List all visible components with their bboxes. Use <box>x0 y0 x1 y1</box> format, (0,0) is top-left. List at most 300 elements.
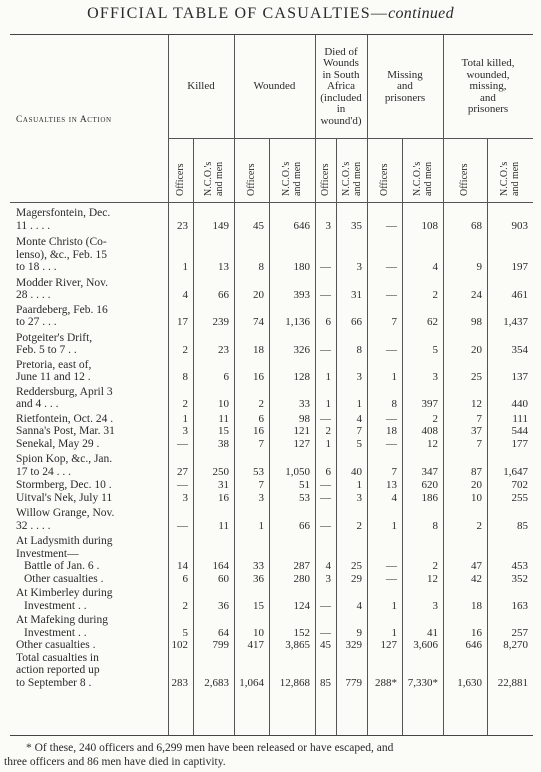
group-header <box>315 47 367 128</box>
table-cell: 2 <box>182 599 188 612</box>
row-label-line: At Ladysmith during <box>16 535 113 547</box>
table-cell: 85 <box>320 676 331 689</box>
footnote-line-1: * Of these, 240 officers and 6,299 men have been released or have escaped, and <box>26 742 394 754</box>
table-cell: 10 <box>471 491 482 504</box>
table-cell: 53 <box>253 465 264 478</box>
row-label <box>16 386 168 411</box>
row-label <box>16 207 168 232</box>
row-label-line: Uitval's Nek, July 11 <box>16 491 113 504</box>
subheader-text: Officers <box>174 163 186 196</box>
table-cell: 38 <box>218 437 229 450</box>
subheader-text: N.C.O.'s <box>340 161 352 196</box>
subheader-men <box>413 162 434 196</box>
table-cell: 1 <box>356 479 362 491</box>
row-label-line: 28 . . . . <box>16 289 51 301</box>
table-cell: 3 <box>432 599 438 612</box>
table-cell: 16 <box>471 626 482 639</box>
group-header-line: Wounds <box>323 57 359 70</box>
row-label-line: Modder River, Nov. <box>16 276 109 289</box>
table-cell: — <box>386 261 397 273</box>
table-cell: 287 <box>293 560 310 572</box>
subheader-officers <box>176 163 187 196</box>
row-label-line: to September 8 . <box>16 676 92 689</box>
row-label <box>16 277 168 302</box>
subheader-text: and men <box>213 161 224 196</box>
table-cell: 13 <box>386 479 397 491</box>
subheader-men <box>342 162 363 196</box>
row-label <box>16 639 168 652</box>
table-cell: 60 <box>218 572 229 585</box>
table-cell: 3 <box>182 425 188 437</box>
table-cell: 12 <box>427 437 438 450</box>
row-label-line: Magersfontein, Dec. <box>16 207 111 219</box>
table-cell: 5 <box>432 344 438 356</box>
row-label-line: Paardeberg, Feb. 16 <box>16 303 108 316</box>
table-cell: 22,881 <box>497 676 528 689</box>
table-cell: 2 <box>476 519 482 532</box>
table-cell: 62 <box>427 316 438 328</box>
row-label <box>16 507 168 532</box>
table-cell: 2,683 <box>204 676 229 689</box>
page-title <box>0 5 541 23</box>
table-cell: 18 <box>386 425 397 437</box>
table-cell: 453 <box>511 560 528 572</box>
table-cell: — <box>386 219 397 232</box>
subheader-text: N.C.O.'s <box>499 161 510 196</box>
table-cell: 33 <box>299 398 310 410</box>
table-cell: 646 <box>465 639 482 651</box>
row-label-line: Total casualties in <box>16 651 99 664</box>
table-cell: 111 <box>512 412 528 425</box>
subheader-men <box>204 162 225 196</box>
table-cell: 620 <box>421 479 438 491</box>
row-label-line: 11 . . . . <box>16 219 51 232</box>
table-cell: — <box>320 479 331 491</box>
row-label-line: lenso), &c., Feb. 15 <box>16 248 108 261</box>
table-cell: 12 <box>427 572 438 585</box>
table-cell: 7 <box>391 316 397 328</box>
table-cell: 186 <box>421 491 438 504</box>
table-cell: 87 <box>471 465 482 478</box>
table-cell: 288* <box>375 676 397 689</box>
row-label-line: Investment . . <box>24 626 87 639</box>
table-cell: — <box>177 519 188 532</box>
table-cell: 2 <box>432 560 438 572</box>
table-cell: 4 <box>391 491 397 504</box>
table-cell: 137 <box>511 371 528 383</box>
table-cell: 1,136 <box>285 316 310 328</box>
row-label-line: Other casualties . <box>24 572 104 585</box>
group-header-line: prisoners <box>384 91 426 104</box>
row-label-line: and 4 . . . <box>16 398 59 410</box>
group-header-line: and <box>480 91 496 104</box>
table-cell: 544 <box>511 425 528 437</box>
group-header-line: in South <box>322 68 360 81</box>
subheader-officers <box>321 163 332 196</box>
table-cell: 41 <box>427 626 438 639</box>
table-cell: 7,330* <box>407 676 438 689</box>
table-cell: 7 <box>476 437 482 450</box>
row-label-line: Spion Kop, &c., Jan. <box>16 453 113 465</box>
table-cell: 180 <box>293 261 310 273</box>
table-cell: 1 <box>391 599 397 612</box>
group-header-line: wound'd) <box>320 114 362 127</box>
table-cell: 440 <box>511 398 528 410</box>
table-cell: 6 <box>258 412 264 425</box>
row-label <box>16 359 168 384</box>
table-cell: 29 <box>351 572 362 585</box>
table-cell: 2 <box>432 289 438 301</box>
table-cell: 27 <box>177 465 188 478</box>
table-cell: 2 <box>182 344 188 356</box>
table-cell: 3 <box>325 572 331 585</box>
table-cell: 1 <box>325 437 331 450</box>
table-cell: — <box>320 289 331 301</box>
table-cell: 3 <box>356 491 362 504</box>
table-cell: 4 <box>182 289 188 301</box>
table-cell: 1,050 <box>285 465 310 478</box>
row-label <box>16 614 168 639</box>
row-label-line: Investment— <box>16 547 79 560</box>
table-cell: 36 <box>253 572 264 585</box>
table-cell: 4 <box>432 261 438 273</box>
table-cell: 347 <box>421 465 438 478</box>
table-cell: 152 <box>293 626 310 639</box>
row-label <box>16 425 168 438</box>
table-cell: 2 <box>258 398 264 410</box>
table-cell: 326 <box>293 344 310 356</box>
table-cell: 329 <box>345 639 362 651</box>
table-cell: 354 <box>511 344 528 356</box>
table-cell: 8,270 <box>503 639 528 651</box>
table-cell: 1 <box>258 519 264 532</box>
table-cell: 239 <box>212 316 229 328</box>
group-header-line: Killed <box>187 80 215 93</box>
subheader-text: and men <box>351 161 362 196</box>
table-cell: 23 <box>177 219 188 232</box>
table-cell: 280 <box>293 572 310 585</box>
table-cell: 11 <box>218 519 229 532</box>
table-cell: 25 <box>351 560 362 572</box>
table-cell: 16 <box>253 425 264 437</box>
table-cell: 4 <box>325 560 331 572</box>
subheader-text: and men <box>291 161 303 196</box>
table-cell: — <box>320 626 331 639</box>
table-cell: 18 <box>253 344 264 356</box>
table-cell: — <box>320 599 331 612</box>
table-cell: 1 <box>391 626 397 639</box>
subheader-text: N.C.O.'s <box>281 161 292 196</box>
table-cell: 3 <box>258 491 264 504</box>
table-cell: 7 <box>258 437 264 450</box>
row-label <box>16 479 168 492</box>
footnote <box>0 741 541 769</box>
row-label <box>16 535 168 560</box>
row-label-line: Rietfontein, Oct. 24 . <box>16 412 114 425</box>
subheader-officers <box>247 163 258 196</box>
row-label-line: action reported up <box>16 664 100 676</box>
table-cell: 4 <box>356 412 362 425</box>
table-cell: 1 <box>182 261 188 273</box>
table-cell: 7 <box>258 479 264 491</box>
table-cell: — <box>386 344 397 356</box>
table-cell: 24 <box>471 289 482 301</box>
group-header-rule <box>168 138 533 139</box>
table-cell: 6 <box>325 465 331 478</box>
table-cell: 250 <box>212 465 229 478</box>
row-label-line: Other casualties . <box>16 639 96 651</box>
table-cell: 3,606 <box>413 639 438 651</box>
table-bottom-rule <box>10 735 533 736</box>
subheader-text: N.C.O.'s <box>202 161 214 196</box>
table-cell: 31 <box>218 479 229 491</box>
table-cell: 33 <box>253 560 264 572</box>
table-cell: 102 <box>171 639 188 651</box>
table-cell: 903 <box>511 219 528 232</box>
table-cell: 1 <box>325 398 331 410</box>
row-label <box>16 587 168 612</box>
table-cell: — <box>386 560 397 572</box>
table-cell: — <box>177 437 188 450</box>
table-cell: 1 <box>391 371 397 383</box>
subheader-text: Officers <box>378 163 390 196</box>
table-cell: — <box>320 261 331 273</box>
subheader-officers <box>460 163 471 196</box>
table-cell: 799 <box>212 639 229 651</box>
row-label-line: Potgeiter's Drift, <box>16 331 93 344</box>
table-cell: 85 <box>517 519 528 532</box>
table-cell: — <box>386 572 397 585</box>
row-label <box>16 652 168 690</box>
row-header-label: Casualties in Action <box>16 115 112 125</box>
group-header <box>367 70 443 105</box>
table-cell: 51 <box>299 479 310 491</box>
table-cell: 16 <box>218 491 229 504</box>
table-cell: 20 <box>471 344 482 356</box>
row-label <box>16 438 168 451</box>
table-cell: 8 <box>391 398 397 410</box>
table-cell: 1,630 <box>457 676 482 689</box>
row-label-line: June 11 and 12 . <box>16 371 91 383</box>
row-label-line: Reddersburg, April 3 <box>16 385 113 398</box>
table-cell: 1 <box>182 412 188 425</box>
table-cell: — <box>386 437 397 450</box>
table-cell: — <box>320 344 331 356</box>
table-cell: 66 <box>299 519 310 532</box>
group-header-line: prisoners <box>467 103 509 116</box>
table-cell: 124 <box>293 599 310 612</box>
subheader-text: N.C.O.'s <box>411 161 423 196</box>
subheader-text: and men <box>509 161 521 196</box>
row-label-line: Sanna's Post, Mar. 31 <box>16 425 115 437</box>
table-cell: 108 <box>421 219 438 232</box>
table-cell: 35 <box>351 219 362 232</box>
table-cell: 177 <box>511 437 528 450</box>
table-cell: 8 <box>182 371 188 383</box>
title-main: OFFICIAL TABLE OF CASUALTIES— <box>87 5 389 22</box>
table-cell: 3 <box>432 371 438 383</box>
table-cell: 408 <box>421 425 438 437</box>
table-cell: 257 <box>511 626 528 639</box>
table-cell: 393 <box>293 289 310 301</box>
table-cell: 121 <box>293 425 310 437</box>
table-cell: 5 <box>182 626 188 639</box>
row-label <box>16 573 168 586</box>
row-label-line: to 27 . . . <box>16 316 57 328</box>
row-label-line: Willow Grange, Nov. <box>16 507 115 519</box>
table-cell: — <box>320 519 331 532</box>
table-top-rule <box>10 34 533 35</box>
group-header <box>443 58 533 116</box>
table-cell: 2 <box>325 425 331 437</box>
table-cell: 66 <box>351 316 362 328</box>
subheader-men <box>500 162 521 196</box>
table-cell: 68 <box>471 219 482 232</box>
table-cell: 12,868 <box>279 676 310 689</box>
table-cell: 1 <box>391 519 397 532</box>
table-cell: — <box>386 412 397 425</box>
group-header <box>234 81 315 93</box>
table-cell: 74 <box>253 316 264 328</box>
group-header-line: wounded, <box>466 68 510 81</box>
table-cell: 66 <box>218 289 229 301</box>
row-label-line: to 18 . . . <box>16 261 57 273</box>
table-cell: 2 <box>432 412 438 425</box>
row-label <box>16 560 168 573</box>
table-cell: 3 <box>356 371 362 383</box>
table-cell: 11 <box>218 412 229 425</box>
group-header-line: Total killed, <box>461 57 515 70</box>
table-cell: 31 <box>351 289 362 301</box>
table-cell: 15 <box>253 599 264 612</box>
table-cell: 283 <box>171 676 188 689</box>
table-cell: 20 <box>253 289 264 301</box>
table-cell: 8 <box>258 261 264 273</box>
subheader-text: Officers <box>459 163 470 196</box>
table-cell: 128 <box>293 371 310 383</box>
table-cell: 6 <box>223 371 229 383</box>
row-label-line: 32 . . . . <box>16 519 51 532</box>
table-cell: 5 <box>356 437 362 450</box>
row-label-line: Senekal, May 29 . <box>16 437 100 450</box>
table-cell: 9 <box>476 261 482 273</box>
table-cell: 197 <box>511 261 528 273</box>
table-cell: 7 <box>356 425 362 437</box>
table-cell: 12 <box>471 398 482 410</box>
table-cell: 98 <box>471 316 482 328</box>
group-header-line: Died of <box>324 45 358 58</box>
table-cell: 45 <box>320 639 331 651</box>
table-cell: 1,647 <box>503 465 528 478</box>
table-cell: 36 <box>218 599 229 612</box>
table-cell: 23 <box>218 344 229 356</box>
table-cell: 127 <box>380 639 397 651</box>
table-cell: 8 <box>356 344 362 356</box>
table-cell: 45 <box>253 219 264 232</box>
subheader-rule <box>10 202 533 203</box>
table-cell: 13 <box>218 261 229 273</box>
subheader-text: and men <box>422 161 433 196</box>
subheader-men <box>282 162 303 196</box>
row-label-line: At Mafeking during <box>16 614 108 626</box>
table-cell: 64 <box>218 626 229 639</box>
subheader-text: Officers <box>245 163 257 196</box>
table-cell: 15 <box>218 425 229 437</box>
table-cell: 9 <box>356 626 362 639</box>
table-cell: — <box>320 412 331 425</box>
group-header-line: and <box>397 80 413 93</box>
subheader-officers <box>380 163 391 196</box>
row-label-line: Stormberg, Dec. 10 . <box>16 479 112 491</box>
row-label-line: Battle of Jan. 6 . <box>24 560 100 572</box>
table-cell: — <box>386 289 397 301</box>
table-cell: 3 <box>325 219 331 232</box>
table-cell: 352 <box>511 572 528 585</box>
table-cell: 1,064 <box>239 676 264 689</box>
row-label <box>16 236 168 274</box>
table-cell: 10 <box>218 398 229 410</box>
table-cell: 6 <box>182 572 188 585</box>
group-header-line: Africa <box>326 80 356 93</box>
table-cell: 1 <box>325 371 331 383</box>
table-cell: 3,865 <box>285 639 310 651</box>
row-label-line: 17 to 24 . . . <box>16 465 71 478</box>
table-cell: 461 <box>511 289 528 301</box>
table-cell: 1 <box>356 398 362 410</box>
group-header-line: (included <box>320 91 362 104</box>
table-cell: 163 <box>511 599 528 612</box>
row-label-line: Feb. 5 to 7 . . <box>16 344 77 356</box>
table-cell: 3 <box>356 261 362 273</box>
table-cell: 53 <box>299 491 310 504</box>
row-label-line: Monte Christo (Co- <box>16 236 107 248</box>
table-cell: 37 <box>471 425 482 437</box>
table-cell: 10 <box>253 626 264 639</box>
table-cell: — <box>177 479 188 491</box>
table-cell: 779 <box>345 676 362 689</box>
table-cell: 98 <box>299 412 310 425</box>
row-label <box>16 453 168 478</box>
table-cell: 17 <box>177 316 188 328</box>
row-label <box>16 304 168 329</box>
row-label <box>16 332 168 357</box>
table-cell: 127 <box>293 437 310 450</box>
table-cell: 7 <box>391 465 397 478</box>
row-label <box>16 492 168 505</box>
table-cell: 42 <box>471 572 482 585</box>
table-cell: 2 <box>182 398 188 410</box>
group-header-line: in <box>336 103 346 116</box>
table-cell: 1,437 <box>503 316 528 328</box>
table-cell: 3 <box>182 491 188 504</box>
group-header-line: Wounded <box>253 80 296 93</box>
table-cell: 255 <box>511 491 528 504</box>
table-cell: 18 <box>471 599 482 612</box>
table-cell: 7 <box>476 412 482 425</box>
table-cell: — <box>320 491 331 504</box>
table-cell: 20 <box>471 479 482 491</box>
table-cell: 149 <box>212 219 229 232</box>
row-label-line: Pretoria, east of, <box>16 358 92 371</box>
table-cell: 164 <box>212 560 229 572</box>
table-cell: 702 <box>511 479 528 491</box>
group-header <box>168 81 234 93</box>
row-label-line: At Kimberley during <box>16 587 113 599</box>
footnote-line-2: three officers and 86 men have died in captivity. <box>4 756 226 768</box>
table-cell: 14 <box>177 560 188 572</box>
table-cell: 8 <box>432 519 438 532</box>
table-cell: 16 <box>253 371 264 383</box>
